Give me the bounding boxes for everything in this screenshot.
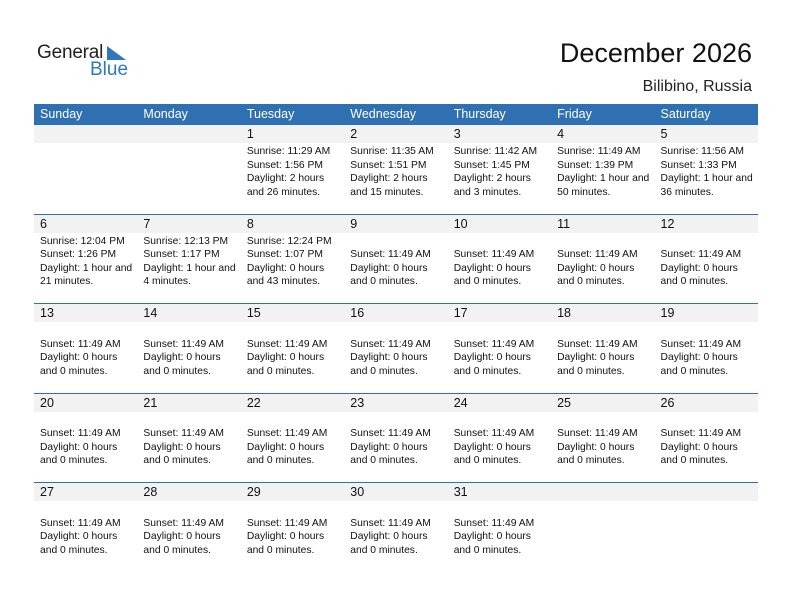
day-number: 9 [350,216,358,231]
daylight-text: and 3 minutes. [453,186,522,198]
sunset-text: Sunset: 11:49 AM [143,428,224,440]
daylight-text: and 0 minutes. [40,365,108,377]
sunrise-text [143,503,240,517]
sunset-text [143,159,240,173]
weekday-thursday: Thursday [453,107,506,121]
daylight-text: Daylight: 0 hours [453,352,531,364]
day-cell [34,501,137,557]
day-cell [655,501,758,557]
sunset-text: Sunset: 11:49 AM [453,249,535,261]
daylight-text: Daylight: 0 hours [246,352,325,364]
logo-triangle-icon [107,46,126,60]
day-details-row [34,322,758,378]
sunrise-text: Sunrise: 11:35 AM [350,146,434,157]
sunrise-text [557,235,654,249]
sunrise-text [247,414,344,428]
calendar-week [34,303,758,393]
day-number: 24 [453,395,468,410]
day-cell [448,233,551,289]
day-number [137,125,240,143]
day-number: 22 [246,395,261,410]
daylight-text [143,172,240,186]
weekday-friday: Friday [557,107,592,121]
day-cell [241,412,344,468]
sunrise-text [557,414,654,428]
daylight-text: Daylight: 0 hours [350,352,428,364]
daylight-text: and 0 minutes. [660,455,729,467]
daylight-text [557,544,654,558]
day-number: 27 [40,485,54,499]
sunrise-text: Sunrise: 11:29 AM [246,146,331,157]
daylight-text: 4 minutes. [143,276,191,288]
day-number: 29 [246,485,261,499]
sunset-text: Sunset: 11:49 AM [246,517,328,529]
sunset-text: Sunset: 11:49 AM [143,517,224,529]
sunset-text: Sunset: 11:49 AM [660,249,742,261]
logo-text-blue: Blue [90,59,129,80]
daylight-text: Daylight: 0 hours [557,441,635,453]
day-number: 12 [660,216,675,231]
sunset-text: Sunset: 1:51 PM [350,159,427,171]
weekday-wednesday: Wednesday [350,107,417,121]
day-number-row [34,215,758,233]
day-cell [344,322,447,378]
daylight-text [143,186,240,200]
daylight-text: and 0 minutes. [350,455,418,467]
daylight-text: Daylight: 0 hours [453,262,531,274]
sunrise-text [40,503,137,517]
sunset-text: Sunset: 11:49 AM [40,428,121,440]
sunset-text: Sunset: 11:49 AM [453,428,535,440]
daylight-text [40,186,137,200]
sunset-text: Sunset: 11:49 AM [40,517,121,529]
daylight-text [40,172,137,186]
day-cell [34,322,137,378]
daylight-text: and 0 minutes. [557,365,625,377]
day-number: 31 [453,485,468,499]
day-number: 6 [40,216,47,231]
daylight-text [557,530,654,544]
day-cell [655,412,758,468]
day-number: 4 [557,127,565,141]
sunrise-text: Sunrise: 11:56 AM [660,146,744,157]
day-number: 13 [40,306,54,320]
day-number-row [34,125,758,143]
day-number [655,483,758,501]
daylight-text: Daylight: 0 hours [40,531,118,543]
day-cell [655,143,758,199]
day-number: 30 [350,485,365,499]
day-cell [241,233,344,289]
daylight-text: and 0 minutes. [40,544,108,556]
sunset-text: Sunset: 11:49 AM [557,428,638,440]
daylight-text [661,544,758,558]
day-cell [551,412,654,468]
sunset-text: Sunset: 11:49 AM [453,517,535,529]
sunrise-text [661,235,758,249]
day-cell [448,501,551,557]
day-cell [551,233,654,289]
daylight-text: and 0 minutes. [350,544,418,556]
sunset-text: Sunset: 11:49 AM [453,338,535,350]
day-number: 15 [246,306,261,320]
daylight-text: and 0 minutes. [557,276,625,288]
sunset-text: Sunset: 1:56 PM [246,159,323,171]
day-cell [655,233,758,289]
daylight-text: Daylight: 0 hours [350,262,428,274]
daylight-text: Daylight: 0 hours [143,531,221,543]
daylight-text: 50 minutes. [557,186,611,198]
day-cell [137,143,240,199]
sunset-text: Sunset: 11:49 AM [40,338,121,350]
daylight-text: Daylight: 0 hours [350,531,428,543]
daylight-text: and 0 minutes. [143,544,211,556]
calendar-week [34,393,758,483]
daylight-text: and 0 minutes. [246,544,315,556]
day-number: 7 [143,216,151,231]
day-number: 26 [660,395,675,410]
daylight-text [661,530,758,544]
sunset-text [661,517,758,531]
sunset-text: Sunset: 11:49 AM [350,517,431,529]
daylight-text: and 26 minutes. [246,186,321,198]
weekday-tuesday: Tuesday [246,107,295,121]
daylight-text: and 0 minutes. [453,455,522,467]
day-cell [241,143,344,199]
daylight-text: 36 minutes. [660,186,714,198]
daylight-text: Daylight: 0 hours [557,352,635,364]
sunrise-text [350,235,447,249]
day-cell [655,322,758,378]
sunrise-text [454,503,551,517]
day-cell [344,143,447,199]
day-number: 8 [246,216,254,231]
sunset-text: Sunset: 11:49 AM [557,338,638,350]
weekday-sunday: Sunday [40,107,83,121]
day-number: 1 [246,127,254,141]
weekday-monday: Monday [143,107,188,121]
sunset-text: Sunset: 1:17 PM [143,249,220,261]
daylight-text: Daylight: 2 hours [453,173,531,185]
day-number: 18 [557,306,572,320]
day-number: 2 [350,127,358,141]
daylight-text: Daylight: 0 hours [143,352,221,364]
day-cell [551,143,654,199]
logo-text-general: General [37,42,104,63]
daylight-text: and 0 minutes. [143,455,211,467]
day-number: 14 [143,306,158,320]
sunset-text: Sunset: 1:39 PM [557,159,634,171]
day-number-row [34,483,758,501]
sunrise-text [557,503,654,517]
sunrise-text [40,324,137,338]
daylight-text: Daylight: 0 hours [453,531,531,543]
day-number: 3 [453,127,461,141]
location-label: Bilibino, Russia [642,78,752,95]
sunrise-text [40,414,137,428]
daylight-text: and 0 minutes. [246,455,315,467]
daylight-text: Daylight: 0 hours [557,262,635,274]
sunrise-text: Sunrise: 12:24 PM [246,235,332,247]
day-details-row [34,412,758,468]
day-cell [551,322,654,378]
daylight-text: Daylight: 1 hour and [143,262,236,274]
daylight-text: and 0 minutes. [40,455,108,467]
page-title: December 2026 [559,38,752,68]
day-number: 19 [660,306,675,320]
daylight-text: and 0 minutes. [350,276,418,288]
sunset-text: Sunset: 11:49 AM [246,338,328,350]
sunset-text [557,517,654,531]
day-number-row [34,394,758,412]
daylight-text: and 0 minutes. [453,365,522,377]
sunset-text: Sunset: 11:49 AM [350,249,431,261]
sunrise-text [661,503,758,517]
daylight-text: and 0 minutes. [246,365,315,377]
daylight-text: Daylight: 0 hours [660,262,738,274]
daylight-text: and 0 minutes. [453,276,522,288]
day-number [34,125,137,143]
day-cell [344,412,447,468]
daylight-text: Daylight: 0 hours [246,441,325,453]
daylight-text: Daylight: 1 hour and [40,262,133,274]
sunrise-text [247,503,344,517]
day-number: 25 [557,395,572,410]
day-number-row [34,304,758,322]
day-cell [137,501,240,557]
daylight-text: Daylight: 0 hours [40,352,118,364]
sunrise-text [661,414,758,428]
sunrise-text [143,324,240,338]
daylight-text: and 0 minutes. [143,365,211,377]
calendar [34,104,758,572]
daylight-text: Daylight: 0 hours [143,441,221,453]
day-cell [34,412,137,468]
day-number: 21 [143,395,158,410]
day-cell [34,143,137,199]
daylight-text: Daylight: 0 hours [660,352,738,364]
sunset-text: Sunset: 1:45 PM [453,159,530,171]
day-number [551,483,654,501]
day-cell [137,233,240,289]
day-cell [137,412,240,468]
day-cell [551,501,654,557]
day-cell [448,143,551,199]
daylight-text: Daylight: 2 hours [246,173,325,185]
daylight-text: Daylight: 0 hours [350,441,428,453]
daylight-text: and 0 minutes. [660,276,729,288]
day-number: 17 [453,306,468,320]
calendar-weeks [34,125,758,572]
sunset-text: Sunset: 11:49 AM [143,338,224,350]
day-number: 5 [660,127,668,141]
daylight-text: and 0 minutes. [660,365,729,377]
sunrise-text: Sunrise: 12:13 PM [143,235,229,247]
daylight-text: Daylight: 0 hours [246,531,325,543]
sunrise-text [557,324,654,338]
day-details-row [34,233,758,289]
sunset-text [40,159,137,173]
day-details-row [34,501,758,557]
sunset-text: Sunset: 11:49 AM [246,428,328,440]
daylight-text: Daylight: 0 hours [660,441,738,453]
calendar-week [34,214,758,304]
day-cell [34,233,137,289]
sunrise-text [40,145,137,159]
day-cell [241,501,344,557]
sunrise-text [454,324,551,338]
day-number: 10 [453,216,468,231]
sunrise-text: Sunrise: 12:04 PM [40,235,125,247]
sunrise-text [143,414,240,428]
sunrise-text [350,503,447,517]
day-number: 20 [40,395,54,410]
sunrise-text [454,235,551,249]
sunrise-text [454,414,551,428]
sunset-text: Sunset: 11:49 AM [350,428,431,440]
daylight-text: Daylight: 2 hours [350,173,428,185]
daylight-text: and 43 minutes. [246,276,321,288]
sunset-text: Sunset: 11:49 AM [350,338,431,350]
day-number: 11 [557,216,571,231]
sunset-text: Sunset: 11:49 AM [660,428,742,440]
daylight-text: Daylight: 1 hour and [660,173,753,185]
logo [37,42,137,82]
weekday-saturday: Saturday [660,107,711,121]
daylight-text: and 0 minutes. [453,544,522,556]
day-cell [448,412,551,468]
sunset-text: Sunset: 11:49 AM [660,338,742,350]
daylight-text: 21 minutes. [40,276,94,288]
day-cell [241,322,344,378]
sunrise-text [350,324,447,338]
day-number: 16 [350,306,365,320]
day-cell [137,322,240,378]
sunrise-text: Sunrise: 11:49 AM [557,146,641,157]
day-number: 28 [143,485,158,499]
weekday-header [34,104,758,125]
daylight-text: Daylight: 1 hour and [557,173,650,185]
daylight-text: Daylight: 0 hours [453,441,531,453]
sunrise-text [247,324,344,338]
sunrise-text [350,414,447,428]
sunset-text: Sunset: 1:07 PM [246,249,323,261]
daylight-text: and 0 minutes. [557,455,625,467]
day-details-row [34,143,758,199]
sunrise-text [661,324,758,338]
day-cell [448,322,551,378]
calendar-week [34,125,758,214]
sunrise-text [143,145,240,159]
sunset-text: Sunset: 11:49 AM [557,249,638,261]
sunset-text: Sunset: 1:26 PM [40,249,117,261]
sunrise-text: Sunrise: 11:42 AM [453,146,538,157]
day-cell [344,501,447,557]
sunset-text: Sunset: 1:33 PM [660,159,737,171]
day-number: 23 [350,395,365,410]
daylight-text: and 15 minutes. [350,186,424,198]
daylight-text: Daylight: 0 hours [246,262,325,274]
daylight-text: Daylight: 0 hours [40,441,118,453]
calendar-week [34,482,758,572]
day-cell [344,233,447,289]
daylight-text: and 0 minutes. [350,365,418,377]
